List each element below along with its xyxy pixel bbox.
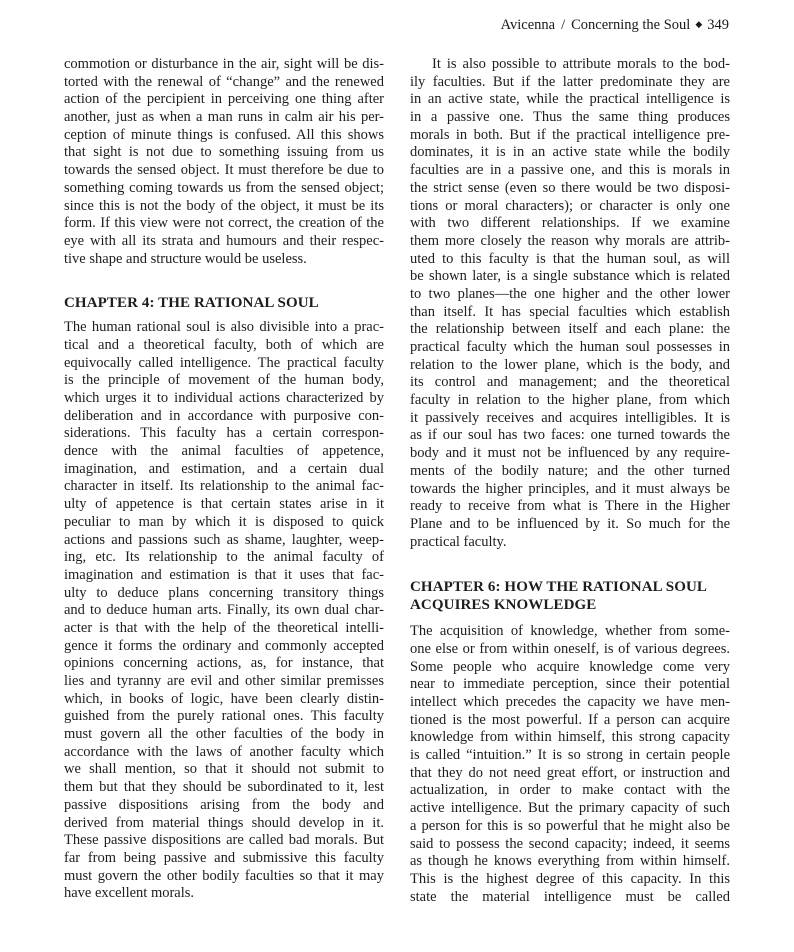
text-line: equivocally called intelligence. The practical faculty: [64, 354, 384, 371]
text-line: we shall mention, so that it should not submit to: [64, 761, 384, 778]
text-line: uted to this faculty is that the human soul, as will: [410, 250, 730, 267]
text-line: deliberation and in accordance with purposive con-: [64, 407, 384, 424]
text-line: active intelligence. But the primary capacity of such: [410, 800, 730, 817]
text-line: have excellent morals.: [64, 885, 195, 902]
text-line: them more closely the reason why morals are attrib-: [410, 232, 730, 249]
text-line: acter is that with the help of the theoretical intelli-: [64, 619, 384, 636]
text-line: in an active state, while the practical intelligence is: [410, 91, 730, 108]
text-line: another, just as when a man runs in calm air his per-: [64, 109, 384, 126]
header-author: Avicenna: [500, 17, 556, 33]
text-line: its control and management; and the theoretical: [410, 374, 730, 391]
text-line: tical and a theoretical faculty, both of which are: [64, 336, 384, 353]
text-line: near to immediate perception, since their potential: [410, 676, 730, 693]
text-line: eye with all its strata and humours and their respec-: [64, 232, 384, 249]
text-line: actualization, in order to make contact with the: [410, 782, 730, 799]
text-line: It is also possible to attribute morals to the bod-: [432, 56, 730, 72]
text-line: it passively receives and acquires intelligibles. It is: [410, 409, 730, 426]
text-line: commotion or disturbance in the air, sight will be dis-: [64, 56, 384, 72]
text-line: is the principle of movement of the human body,: [64, 372, 384, 389]
text-line: ing, etc. Its relationship to the animal faculty of: [64, 549, 384, 566]
text-line: ily faculties. But if the latter predominate they are: [410, 73, 730, 90]
text-line: as though he knows everything from within himself.: [410, 853, 730, 870]
paragraph: [64, 56, 384, 268]
text-line: which, in books of logic, have been clearly distin-: [64, 690, 384, 707]
paragraph: [410, 56, 730, 551]
text-line: imagination, and estimation, and a certain dual: [64, 460, 384, 477]
text-line: as if our soul has two faces: one turned towards the: [410, 427, 730, 444]
text-line: ulty of appetence is that certain states arise in it: [64, 496, 384, 513]
text-line: These passive dispositions are called bad morals. But: [64, 832, 384, 849]
header-separator: /: [561, 17, 566, 33]
text-line: a person for this is so powerful that he might also be: [410, 817, 730, 834]
text-line: them but that they should be subordinated to it, lest: [64, 779, 384, 796]
text-line: knowledge from within himself, this strong capacity: [410, 729, 730, 746]
text-line: far from being passive and submissive this faculty: [64, 849, 384, 866]
text-line: morals in both. But if the practical intelligence pre-: [410, 126, 730, 143]
text-line: that sight is not due to something issuing from us: [64, 144, 384, 161]
text-line: relation to the lower plane, which is the body, and: [410, 356, 730, 373]
text-line: derived from material things should develop in it.: [64, 814, 384, 831]
paragraph: [64, 319, 384, 903]
text-line: which urges it to individual actions characterized by: [64, 390, 384, 406]
header-title: Concerning the Soul: [571, 17, 691, 33]
text-line: said to possess the second capacity; indeed, it seems: [410, 835, 730, 852]
diamond-icon: ◆: [695, 19, 703, 29]
text-line: body and it must not be influenced by any require-: [410, 445, 730, 462]
text-line: passive dispositions arising from the body and: [64, 796, 384, 813]
text-line: towards the higher principles, and it must always be: [410, 480, 730, 497]
text-line: torted with the renewal of “change” and the renewed: [64, 73, 384, 90]
text-line: tioned is the most powerful. If a person can acquire: [410, 711, 730, 728]
text-line: opinions concerning actions, as, for instance, that: [64, 655, 384, 672]
text-line: since this is not the body of the object, it must be its: [64, 197, 384, 214]
text-line: dence with the animal faculties of appetence,: [64, 443, 384, 460]
chapter-heading-line: CHAPTER 6: HOW THE RATIONAL SOUL: [410, 579, 708, 596]
text-line: the relationship between itself and each plane: the: [410, 321, 730, 338]
text-line: faculties are in a passive one, and this is morals in: [410, 162, 730, 179]
text-line: tive shape and structure would be useless.: [64, 250, 307, 267]
page-number: 349: [707, 17, 729, 33]
text-line: intellect which precedes the capacity we have men-: [410, 694, 730, 710]
text-line: siderations. This faculty has a certain correspon-: [64, 425, 384, 442]
text-line: ready to receive from what is There in the Higher: [410, 498, 730, 515]
text-line: in a passive one. Thus the same thing produces: [410, 109, 730, 126]
text-line: something coming towards us from the sensed object;: [64, 179, 384, 196]
text-line: ments of the bodily nature; and the other turned: [410, 462, 730, 479]
right-column: [410, 56, 730, 906]
text-line: practical faculty which the human soul possesses in: [410, 339, 730, 355]
text-line: one else or from within oneself, is of various degrees.: [410, 640, 730, 657]
text-line: must govern all the other faculties of the body in: [64, 726, 384, 743]
text-line: ulty to deduce plans concerning transitory things: [64, 584, 384, 601]
text-line: is called “intuition.” It is so strong in certain people: [410, 747, 730, 764]
text-line: action of the percipient in perceiving one thing after: [64, 91, 384, 108]
text-line: The human rational soul is also divisible into a prac-: [64, 319, 384, 336]
text-line: state the material intelligence must be called: [410, 888, 730, 905]
text-line: form. If this view were not correct, the creation of the: [64, 215, 384, 232]
text-line: faculty in relation to the higher plane, from which: [410, 392, 730, 409]
text-line: dominates, it is in an active state while the bodily: [410, 144, 730, 161]
text-line: This is the highest degree of this capacity. In this: [410, 870, 730, 887]
text-line: imagination and estimation is that it uses that fac-: [64, 566, 384, 583]
chapter-heading-line: ACQUIRES KNOWLEDGE: [410, 597, 597, 614]
text-line: guished from the purely rational ones. This faculty: [64, 708, 384, 725]
text-line: and to deduce human arts. Finally, its own dual char-: [64, 602, 384, 619]
text-line: towards the sensed object. It must therefore be due to: [64, 162, 384, 179]
text-line: character in itself. Its relationship to the animal fac-: [64, 478, 384, 495]
chapter-heading: [64, 294, 384, 312]
text-line: the strict sense (even so there would be two disposi-: [410, 179, 730, 196]
text-line: with two different relationships. If we examine: [410, 215, 730, 232]
text-line: that they do not need great effort, or instruction and: [410, 764, 730, 781]
text-line: actions and passions such as shame, laughter, weep-: [64, 531, 384, 548]
text-line: must govern the other bodily faculties so that it may: [64, 867, 384, 884]
text-line: peculiar to man by which it is disposed to quick: [64, 513, 384, 530]
text-line: than itself. It has special faculties which establish: [410, 303, 730, 320]
text-line: gence it forms the ordinary and commonly accepted: [64, 637, 384, 654]
running-header: [501, 17, 729, 34]
text-line: to two planes—the one higher and the other lower: [410, 285, 730, 302]
text-line: ception of minute things is confused. All this shows: [64, 126, 384, 143]
left-column: [64, 56, 384, 903]
text-line: practical faculty.: [410, 533, 507, 550]
text-line: Some people who acquire knowledge come very: [410, 658, 730, 675]
chapter-heading-line: CHAPTER 4: THE RATIONAL SOUL: [64, 295, 319, 312]
chapter-heading: [410, 578, 730, 614]
text-line: The acquisition of knowledge, whether from some-: [410, 623, 730, 640]
text-line: tions or moral characters); or character is only one: [410, 197, 730, 214]
text-line: lies and tyranny are evil and other similar premisses: [64, 673, 384, 689]
paragraph: [410, 623, 730, 906]
text-line: accordance with the laws of another faculty which: [64, 743, 384, 760]
text-line: Plane and to be influenced by it. So much for the: [410, 515, 730, 532]
text-line: be shown later, is a single substance which is related: [410, 268, 730, 285]
